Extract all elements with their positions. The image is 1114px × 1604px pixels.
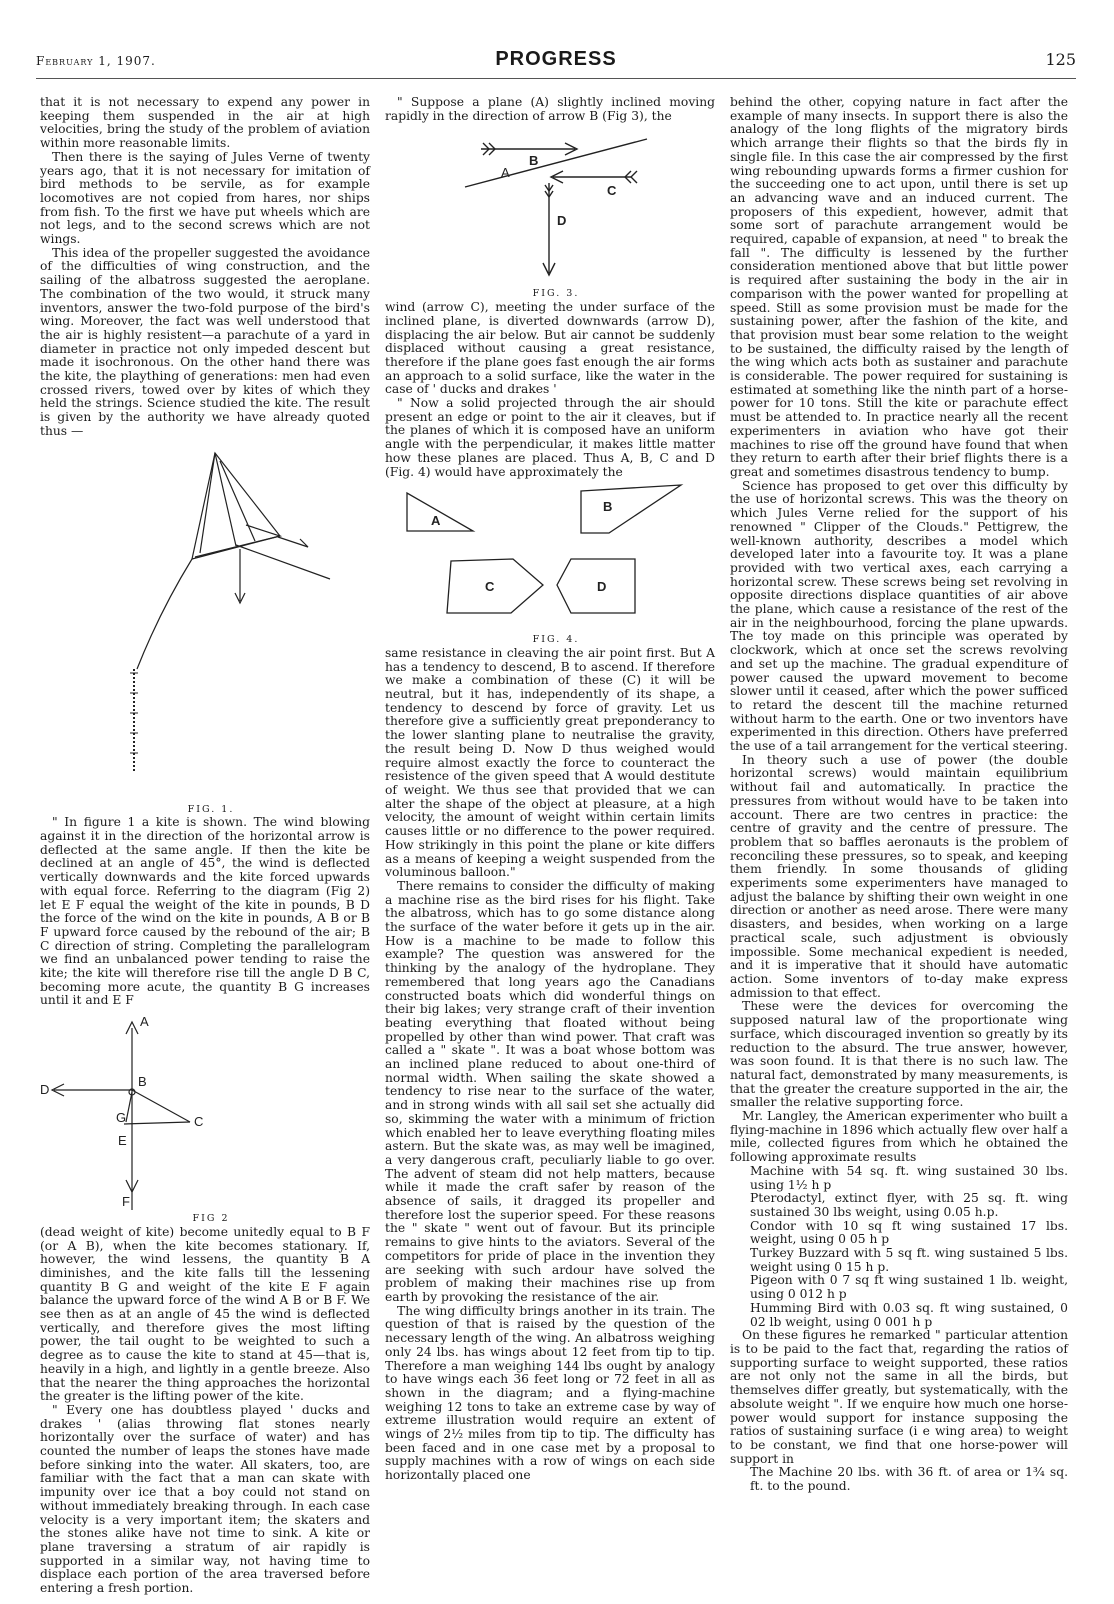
paragraph: " In figure 1 a kite is shown. The wind blowing against it in the direction of the horizontal arrow is deflected at the same angle. If then the kite be declined at an angle of 45°, the wind is deflected vertically downwards and the kite forced upwards with equal force. Referring to the diagram (Fig 2) let E F equal the weight of the kite in pounds, B D the force of the wind on the kite in pounds, A B or B F upward force caused by the rebound of the air; B C direction of string. Completing the parallelogram we find an unbalanced power tending to raise the kite; the kite will therefore rise till the angle D B C, becoming more acute, the quantity B G increases until it and E F [40,815,370,1008]
figure-2-force-diagram [40,1010,370,1210]
paragraph: There remains to consider the difficulty of making a machine rise as the bird rises for his flight. Take the albatross, which has to go some distance along the surface of the water before it gets up in the air. How is a machine to be made to follow this example? The question was answered for the thinking by the analogy of the hydroplane. They remembered that long years ago the Canadians constructed boats which did wonderful things on their big lakes; very strange craft of their invention beating everything that floated without being propelled by other than wind power. That craft was called a " skate ". It was a boat whose bottom was an inclined plane reduced to about one-third of normal width. When sailing the skate showed a tendency to rise near to the surface of the water, and in strong winds with all sail set she actually did so, skimming the water with a minimum of friction which enabled her to leave everything floating miles astern. But the skate was, as may well be imagined, a very dangerous craft, peculiarly liable to go over. The advent of steam did not help matters, because while it made the craft safer by reason of the absence of sails, it dragged its propeller and therefore lost the superior speed. For these reasons the " skate " went out of favour. But its principle remains to give hints to the aviators. Several of the competitors for pride of place in the invention they are seeking with such ardour have solved the problem of making their machines rise up from earth by provoking the resistance of the air. [385,878,715,1304]
paragraph: (dead weight of kite) become unitedly equal to B F (or A B), when the kite becomes stationary. If, however, the wind lessens, the quantity B A diminishes, and the kite falls till the lessening quantity B G and weight of the kite E F again balance the upward force of the wind A B or B F. We see then as at an angle of 45 the wind is deflected vertically, and therefore gives the most lifting power, the tail ought to be weighted to such a degree as to cause the kite to stand at 45—that is, heavily in a high, and lightly in a gentle breeze. Also that the nearer the thing approaches the horizontal the greater is the lifting power of the kite. [40,1224,370,1404]
line-bc [132,1090,190,1122]
figure-3-caption: FIG. 3. [532,288,580,300]
paragraph: Science has proposed to get over this difficulty by the use of horizontal screws. This was the theory on which Jules Verne relied for the support of his renowned " Clipper of the Clouds." Pettigrew, the well-known authority, describes a model which developed later into a favourite toy. It was a plane provided with two vertical axes, each carrying a horizontal screw. These screws being set revolving in opposite directions displace quantities of air above the plane, which cause a resistance of the rest of the air in the neighbourhood, forcing the plane upwards. The toy made on this principle was operated by clockwork, which at once set the screws revolving and set up the machine. The gradual expenditure of power caused the upward movement to become slower until it ceased, after which the power sufficed to retard the descent till the machine returned without harm to the earth. One or two inventors have experimented in this direction. Others have preferred the use of a tail arrangement for the vertical steering. [730,478,1068,754]
paragraph: Mr. Langley, the American experimenter who built a flying-machine in 1896 which actually flew over half a mile, collected figures from which he obtained the following approximate results [730,1109,1068,1165]
column-3 [730,96,1068,1494]
shape-d [557,559,635,613]
figure-1-caption: FIG. 1. [187,803,235,815]
kite-string [137,559,192,669]
publication-title: PROGRESS [495,48,617,70]
shape-b [581,485,681,533]
paragraph: Then there is the saying of Jules Verne of twenty years ago, that it is not necessary for imitation of bird methods to be servile, as for example locomotives are not copied from hares, nor ships from fish. To the first we have put wheels which are not legs, and to the second screws which are not wings. [40,149,370,247]
paragraph: " Suppose a plane (A) slightly inclined moving rapidly in the direction of arrow B (Fig 3), the [385,95,715,123]
figure-4-shapes [385,481,715,631]
fig2-label-b: B [138,1074,147,1090]
list-item: Pterodactyl, extinct flyer, with 25 sq. ft. wing sustained 30 lbs weight, using 0.05 h.p. [750,1191,1068,1219]
list-item: Turkey Buzzard with 5 sq ft. wing sustained 5 lbs. weight using 0 15 h p. [750,1246,1068,1274]
kite-spar [195,525,280,557]
fig2-label-c: C [194,1114,204,1130]
page-number: 125 [1045,50,1076,69]
kite-outline [192,453,280,559]
fig2-label-e: E [118,1133,127,1149]
list-item: Machine with 54 sq. ft. wing sustained 30 lbs. using 1½ h p [750,1163,1068,1192]
fig4-label-d: D [597,579,607,595]
paragraph: that it is not necessary to expend any power in keeping them suspended in the air at high velocities, bring the study of the problem of aviation within more reasonable limits. [40,95,370,151]
fig3-label-c: C [607,183,617,199]
fig4-label-b: B [603,499,613,515]
list-item: Pigeon with 0 7 sq ft wing sustained 1 lb. weight, using 0 012 h p [750,1273,1068,1302]
figure-1-kite-diagram [40,441,370,801]
figure-3-inclined-plane [385,125,715,285]
fig3-label-b: B [529,153,539,169]
figure-2-caption: FIG 2 [192,1213,230,1225]
paragraph: This idea of the propeller suggested the avoidance of the difficulties of wing construction, and the sailing of the albatross suggested the aeroplane. The combination of the two would, it struck many inventors, answer the two-fold purpose of the bird's wing. Moreover, the fact was well understood that the air is highly resistent—a parachute of a yard in diameter in practice not only impeded descent but made it isochronous. On the other hand there was the kite, the plaything of generations: men had even crossed rivers, towed over by kites of which they held the strings. Science studied the kite. The result is given by the authority we have already quoted thus — [40,245,370,438]
fig3-label-d: D [557,213,567,229]
paragraph: wind (arrow C), meeting the under surface of the inclined plane, is diverted downwards (arrow D), displacing the air below. But air cannot be suddenly displaced without causing a great resistance, therefore if the plane goes fast enough the air forms an approach to a solid surface, like the water in the case of ' ducks and drakes ' [385,300,715,397]
list-item: The Machine 20 lbs. with 36 ft. of area or 1¾ sq. ft. to the pound. [750,1465,1068,1494]
fig4-label-c: C [485,579,495,595]
paragraph: These were the devices for overcoming the supposed natural law of the proportionate wing surface, which discouraged invention so greatly by its reduction to the absurd. The true answer, however, was soon found. It is that there is no such law. The natural fact, demonstrated by many measurements, is that the greater the creature supported in the air, the smaller the relative supporting force. [730,999,1068,1110]
column-1 [40,96,370,1596]
page-header [36,48,1076,78]
issue-date: February 1, 1907. [36,54,156,68]
paragraph: In theory such a use of power (the double horizontal screws) would maintain equilibrium without fail and automatically. In practice the pressures from without would have to be taken into account. There are two centres in practice: the centre of gravity and the centre of pressure. The problem that so baffles aeronauts is the problem of reconciling these pressures, so to speak, and keeping them friendly. In some thousands of gliding experiments some experimenters have managed to adjust the balance by shifting their own weight in one direction or another as need arose. There were many disasters, and besides, when working on a large practical scale, such adjustment is obviously impossible. Some mechanical expedient is needed, and it is imperative that it should have automatic action. Some inventors of to-day make express admission to that effect. [730,752,1068,1000]
wind-arrow-line [236,545,330,579]
fig2-label-a: A [140,1014,149,1030]
paragraph: On these figures he remarked " particular attention is to be paid to the fact that, regarding the ratios of supporting surface to weight supported, these ratios are not only not the same in all the birds, but themselves differ greatly, but systematically, with the absolute weight ". If we enquire how much one horse-power would support for instance supposing the ratios of sustaining surface (i e wing area) to weight to be constant, we find that one horse-power will support in [730,1328,1068,1466]
figure-4-caption: FIG. 4. [532,634,580,646]
paragraph: same resistance in cleaving the air point first. But A has a tendency to descend, B to ascend. If therefore we make a combination of these (C) it will be neutral, but it has, independently of its shape, a tendency to descend by force of gravity. Let us therefore give a sufficiently great preponderancy to the lower slanting plane to neutralise the gravity, the result being D. Now D thus weighed would require almost exactly the force to counteract the resistence of the given speed that A would destitute of weight. We thus see that provided that we can alter the shape of the object at pleasure, at a high velocity, the amount of weight within certain limits causes little or no difference to the power required. How strikingly in this point the plane or kite differs as a means of keeping a weight suspended from the voluminous balloon." [385,645,715,880]
fig2-label-d: D [40,1082,50,1098]
paragraph: " Now a solid projected through the air should present an edge or point to the air it cleaves, but if the planes of which it is composed have an uniform angle with the perpendicular, it makes little matter how these planes are placed. Thus A, B, C and D (Fig. 4) would have approximately the [385,396,715,479]
fig4-label-a: A [431,513,441,529]
shape-c [447,559,543,613]
header-rule [36,78,1076,79]
fig3-label-a: A [501,165,510,181]
column-2 [385,96,715,1483]
paragraph: The wing difficulty brings another in its train. The question of that is raised by the question of the necessary length of the wing. An albatross weighing only 24 lbs. has wings about 12 feet from tip to tip. Therefore a man weighing 144 lbs ought by analogy to have wings each 36 feet long or 72 feet in all as shown in the diagram; and a flying-machine weighing 12 tons to take an extreme case by way of extreme illustration would require an extent of wings of 2½ miles from tip to tip. The difficulty has been faced and in one case met by a proposal to supply machines with a row of wings on each side horizontally placed one [385,1303,715,1483]
list-item: Humming Bird with 0.03 sq. ft wing sustained, 0 02 lb weight, using 0 001 h p [750,1300,1068,1329]
paragraph: " Every one has doubtless played ' ducks and drakes ' (alias throwing flat stones nearly horizontally over the surface of water) and has counted the number of leaps the stones have made before sinking into the water. All skaters, too, are familiar with the fact that a man can skate with impunity over ice that a boy could not stand on without immediately breaking through. In each case velocity is a very important item; the skaters and the stones alike have not time to sink. A kite or plane traversing a stratum of air rapidly is supported in a similar way, not having time to displace each portion of the area traversed before entering a fresh portion. [40,1402,370,1596]
fig2-label-g: G [116,1110,127,1126]
list-item: Condor with 10 sq ft wing sustained 17 lbs. weight, using 0 05 h p [750,1218,1068,1247]
paragraph: behind the other, copying nature in fact after the example of many insects. In support there is also the analogy of the long flights of the migratory birds which arrange their flights so that the birds fly in single file. In this case the air compressed by the first wing rebounding upwards forms a firmer cushion for the succeeding one to act upon, until there is set up an advancing wave and an induced current. The proposers of this expedient, however, admit that some sort of parachute arrangement would be required, capable of expansion, at need " to break the fall ". The difficulty is lessened by the further consideration mentioned above that but little power is required after sustaining the body in the air in comparison with the power wanted for propelling at speed. Still as some provision must be made for the sustaining power, after the fashion of the kite, and that provision must bear some relation to the weight to be sustained, the difficulty raised by the length of the wing which acts both as sustainer and parachute is considerable. The power required for sustaining is estimated at something like the ninth part of a horse-power for 10 tons. Still the kite or parachute effect must be attended to. In practice nearly all the recent experimenters in aviation who have got their machines to rise off the ground have found that when they return to earth after their brief flights there is a great and sometimes disastrous tendency to bump. [730,95,1068,479]
fig2-label-f: F [122,1194,130,1210]
